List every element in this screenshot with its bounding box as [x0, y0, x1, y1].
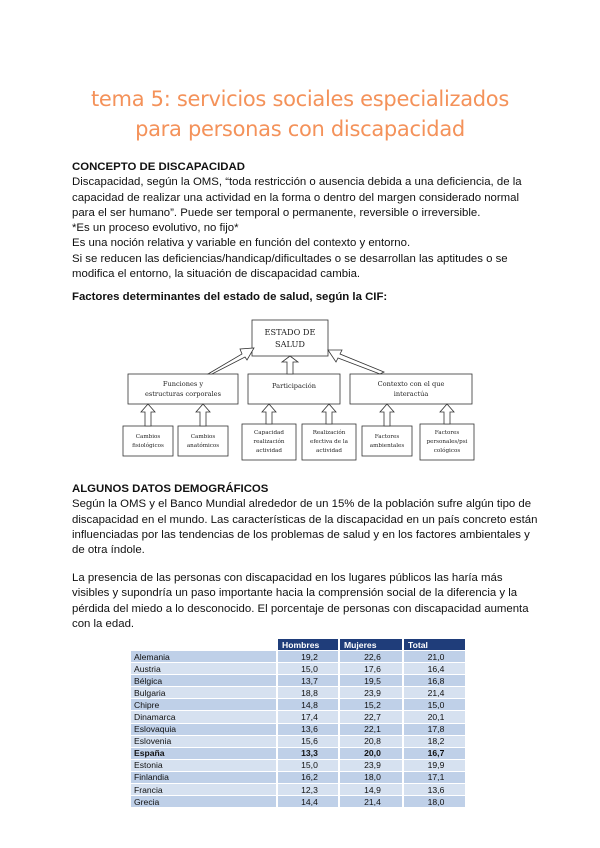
table-cell-country: Finlandia: [131, 771, 277, 783]
factores-section: [72, 290, 528, 305]
table-header-cell: Hombres: [277, 639, 339, 651]
text-line: Según la OMS y el Banco Mundial alrededor de un 15% de la población sufre algún tipo de: [72, 498, 532, 511]
title-line-2: para personas con discapacidad: [135, 117, 465, 141]
table-header-cell: Total: [403, 639, 466, 651]
table-cell-value: 18,0: [403, 796, 466, 808]
text-line: La presencia de las personas con discapacidad en los lugares públicos las haría más: [72, 572, 503, 584]
table-cell-value: 23,9: [339, 687, 403, 699]
concepto-paragraph-2: *Es un proceso evolutivo, no fijo*: [72, 222, 239, 235]
concepto-paragraph-3: Es una noción relativa y variable en función del contexto y entorno.: [72, 237, 411, 250]
contexto-label-2: interactúa: [393, 390, 429, 398]
arrow-icon: [322, 404, 336, 424]
contexto-label-1: Contexto con el que: [377, 380, 445, 388]
arrow-icon: [141, 404, 155, 426]
b6-label-1: Factores: [434, 430, 460, 436]
table-cell-value: 17,4: [277, 711, 339, 723]
text-line: Si se reducen las deficiencias/handicap/dificultades o se desarrollan las aptitudes o se: [72, 252, 508, 265]
table-cell-value: 22,7: [339, 711, 403, 723]
concepto-section: [72, 160, 528, 282]
table-cell-value: 16,4: [403, 663, 466, 675]
b4-label-2: efectiva de la: [310, 439, 348, 445]
participacion-label: Participación: [272, 382, 316, 390]
table-cell-value: 13,7: [277, 675, 339, 687]
table-row: [131, 687, 466, 699]
demograficos-heading: ALGUNOS DATOS DEMOGRÁFICOS: [72, 483, 269, 495]
table-cell-value: 16,2: [277, 771, 339, 783]
table-cell-country: Francia: [131, 784, 277, 796]
table-cell-value: 17,8: [403, 723, 466, 735]
b3-label-3: actividad: [256, 448, 282, 454]
table-row: [131, 747, 466, 759]
table-cell-country: Eslovenia: [131, 735, 277, 747]
table-row: [131, 771, 466, 783]
arrow-icon: [440, 404, 454, 424]
table-header-row: [131, 639, 466, 651]
table-cell-value: 21,4: [339, 796, 403, 808]
table-header-cell: Mujeres: [339, 639, 403, 651]
table-cell-value: 15,0: [277, 663, 339, 675]
b5-label-2: ambientales: [369, 443, 405, 449]
table-cell-country: Bélgica: [131, 675, 277, 687]
table-row: [131, 711, 466, 723]
table-cell-value: 15,2: [339, 699, 403, 711]
cif-diagram: [118, 318, 488, 464]
table-cell-country: Dinamarca: [131, 711, 277, 723]
funciones-box: [128, 374, 238, 404]
b4-label-1: Realización: [312, 430, 346, 436]
table-cell-value: 14,8: [277, 699, 339, 711]
table-cell-value: 15,6: [277, 735, 339, 747]
arrow-icon: [196, 404, 210, 426]
table-row: [131, 759, 466, 771]
arrow-icon: [262, 404, 276, 424]
table-cell-value: 16,8: [403, 675, 466, 687]
text-line: visibles y supondría un paso importante hacia la comprensión social de la diferencia y la: [72, 587, 518, 600]
table-cell-value: 14,9: [339, 784, 403, 796]
table-cell-value: 19,5: [339, 675, 403, 687]
table-cell-value: 13,6: [403, 784, 466, 796]
estado-de-salud-box: [252, 320, 328, 356]
b2-label-2: anatómicos: [186, 443, 220, 449]
concepto-heading: CONCEPTO DE DISCAPACIDAD: [72, 161, 245, 173]
table-cell-value: 17,6: [339, 663, 403, 675]
b3-label-2: realización: [253, 439, 285, 445]
arrow-icon: [282, 356, 298, 374]
table-cell-value: 22,6: [339, 651, 403, 663]
table-row: [131, 663, 466, 675]
table-cell-value: 21,0: [403, 651, 466, 663]
title-line-1: tema 5: servicios sociales especializados: [90, 87, 510, 111]
text-line: influenciadas por las tendencias de los problemas de salud y en los factores ambientales y: [72, 528, 530, 541]
table-row: [131, 723, 466, 735]
table-cell-country: Chipre: [131, 699, 277, 711]
text-line: pérdida del miedo a lo desconocido. El porcentaje de personas con discapacidad aumenta: [72, 602, 529, 615]
arrow-icon: [380, 404, 394, 426]
table-row: [131, 651, 466, 663]
b6-label-3: cológicos: [433, 448, 461, 454]
concepto-paragraph-4: [72, 252, 528, 283]
table-cell-value: 23,9: [339, 759, 403, 771]
table-cell-country: Austria: [131, 663, 277, 675]
text-line: de otra índole.: [72, 544, 145, 557]
table-row: [131, 796, 466, 808]
table-header-cell: [131, 639, 277, 651]
funciones-label-1: Funciones y: [162, 380, 204, 388]
table-cell-value: 20,1: [403, 711, 466, 723]
contexto-box: [350, 374, 472, 404]
table-cell-value: 13,3: [277, 747, 339, 759]
table-row: [131, 699, 466, 711]
estado-de-salud-label-1: ESTADO DE: [264, 327, 316, 337]
table-cell-value: 19,9: [403, 759, 466, 771]
b3-label-1: Capacidad: [254, 430, 284, 436]
table-cell-value: 22,1: [339, 723, 403, 735]
table-cell-value: 20,0: [339, 747, 403, 759]
b1-label-1: Cambios: [135, 434, 161, 440]
text-line: capacidad de realizar una actividad en la forma o dentro del margen considerado normal: [72, 191, 520, 204]
demograficos-paragraph-1: [72, 497, 538, 558]
document-title: [0, 84, 600, 144]
b1-label-2: fisiológicos: [132, 443, 164, 449]
text-line: modifica el entorno, la situación de discapacidad cambia.: [72, 268, 361, 281]
table-cell-value: 18,0: [339, 771, 403, 783]
text-line: Discapacidad, según la OMS, “toda restricción o ausencia debida a una deficiencia, de la: [72, 176, 522, 189]
table-body: [131, 651, 466, 808]
table-row: [131, 784, 466, 796]
table-cell-value: 15,0: [403, 699, 466, 711]
b4-label-3: actividad: [316, 448, 342, 454]
table-cell-value: 18,2: [403, 735, 466, 747]
demograficos-section: [72, 482, 538, 558]
table-cell-value: 14,4: [277, 796, 339, 808]
table-cell-country: Estonia: [131, 759, 277, 771]
arrow-icon: [208, 348, 254, 374]
factores-ambientales-box: [362, 426, 412, 456]
table-cell-country: Bulgaria: [131, 687, 277, 699]
factores-heading: Factores determinantes del estado de salud, según la CIF:: [72, 291, 388, 303]
table-cell-country: Grecia: [131, 796, 277, 808]
table-cell-country: Alemania: [131, 651, 277, 663]
arrow-icon: [328, 350, 384, 374]
concepto-paragraph-1: [72, 175, 528, 221]
table-cell-country: Eslovaquia: [131, 723, 277, 735]
table-cell-country: España: [131, 747, 277, 759]
table-cell-value: 18,8: [277, 687, 339, 699]
table-row: [131, 675, 466, 687]
cambios-fisiologicos-box: [123, 426, 173, 456]
text-line: con la edad.: [72, 617, 135, 630]
b6-label-2: personales/psi: [426, 439, 468, 445]
table-cell-value: 15,0: [277, 759, 339, 771]
demograficos-paragraph-2: [72, 571, 528, 632]
funciones-label-2: estructuras corporales: [145, 390, 221, 398]
table-cell-value: 12,3: [277, 784, 339, 796]
b5-label-1: Factores: [374, 434, 400, 440]
table-cell-value: 19,2: [277, 651, 339, 663]
table-cell-value: 20,8: [339, 735, 403, 747]
text-line: discapacidad en el mundo. Las características de la discapacidad en un país concreto están: [72, 513, 538, 526]
disability-table: [131, 639, 467, 807]
text-line: para el ser humano”. Puede ser temporal o permanente, reversible o irreversible.: [72, 206, 481, 219]
b2-label-1: Cambios: [190, 434, 216, 440]
table-row: [131, 735, 466, 747]
table-cell-value: 16,7: [403, 747, 466, 759]
table-cell-value: 17,1: [403, 771, 466, 783]
estado-de-salud-label-2: SALUD: [275, 339, 305, 349]
table-cell-value: 13,6: [277, 723, 339, 735]
cambios-anatomicos-box: [178, 426, 228, 456]
table-cell-value: 21,4: [403, 687, 466, 699]
